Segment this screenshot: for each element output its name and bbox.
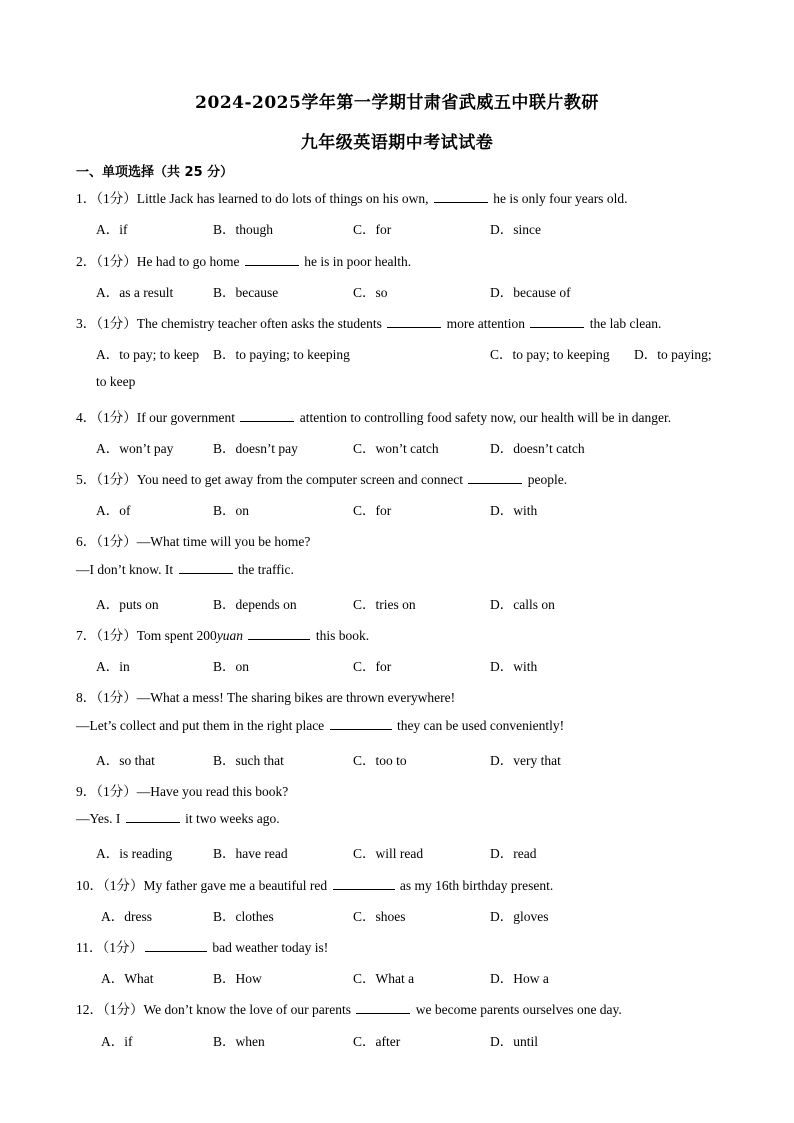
question-text: he is in poor health. bbox=[304, 254, 412, 269]
question-text: My father gave me a beautiful red bbox=[143, 878, 328, 893]
question-9-reply bbox=[76, 811, 280, 827]
option-c: C．for bbox=[353, 659, 392, 674]
answer-blank bbox=[333, 888, 395, 890]
question-text: If our government bbox=[136, 410, 235, 425]
question-text: The chemistry teacher often asks the students bbox=[136, 316, 382, 331]
exam-title-line1: 2024-2025学年第一学期甘肃省武威五中联片教研 bbox=[195, 93, 599, 113]
question-text: —Yes. I bbox=[76, 811, 121, 826]
answer-blank bbox=[145, 950, 207, 952]
question-4 bbox=[76, 406, 671, 426]
answer-blank bbox=[387, 326, 441, 328]
question-8 bbox=[76, 686, 455, 706]
question-6 bbox=[76, 530, 310, 550]
italic-word: yuan bbox=[216, 628, 244, 643]
option-d: D．doesn’t catch bbox=[490, 441, 585, 456]
option-c: C．so bbox=[353, 285, 388, 300]
question-number: 2．（1分） bbox=[76, 254, 137, 269]
question-text: Little Jack has learned to do lots of things on his own, bbox=[136, 191, 429, 206]
question-text: they can be used conveniently! bbox=[396, 718, 565, 733]
answer-blank bbox=[240, 420, 294, 422]
option-d: D．read bbox=[490, 846, 537, 861]
option-a: A．puts on bbox=[96, 597, 159, 612]
question-9 bbox=[76, 780, 288, 800]
option-b: B．though bbox=[213, 222, 274, 237]
question-2 bbox=[76, 250, 411, 270]
option-a: A．if bbox=[101, 1034, 133, 1049]
question-text: this book. bbox=[315, 628, 370, 643]
option-b: B．such that bbox=[213, 753, 284, 768]
option-b: B．doesn’t pay bbox=[213, 441, 298, 456]
option-c: C．What a bbox=[353, 971, 415, 986]
option-c: C．for bbox=[353, 222, 392, 237]
question-number: 10．（1分） bbox=[76, 878, 144, 893]
question-1 bbox=[76, 187, 627, 207]
option-b: B．to paying; to keeping bbox=[213, 347, 350, 362]
question-text: more attention bbox=[446, 316, 526, 331]
answer-blank bbox=[530, 326, 584, 328]
question-number: 1．（1分） bbox=[76, 191, 137, 206]
question-5 bbox=[76, 468, 567, 488]
question-11 bbox=[76, 936, 328, 956]
question-text: —Have you read this book? bbox=[136, 784, 289, 799]
answer-blank bbox=[434, 201, 488, 203]
question-text: bad weather today is! bbox=[212, 940, 329, 955]
option-a: A．to pay; to keep bbox=[96, 347, 200, 362]
option-c: C．will read bbox=[353, 846, 424, 861]
question-text: —Let’s collect and put them in the right place bbox=[76, 718, 325, 733]
option-a: A．as a result bbox=[96, 285, 174, 300]
option-c: C．for bbox=[353, 503, 392, 518]
option-c: C．too to bbox=[353, 753, 407, 768]
question-text: —What time will you be home? bbox=[136, 534, 311, 549]
exam-title-line2: 九年级英语期中考试试卷 bbox=[300, 133, 494, 153]
question-text: Tom spent 200 bbox=[136, 628, 217, 643]
question-number: 11．（1分） bbox=[76, 940, 143, 955]
option-d: D．until bbox=[490, 1034, 539, 1049]
question-number: 5．（1分） bbox=[76, 472, 137, 487]
question-text: he is only four years old. bbox=[493, 191, 628, 206]
option-d: D．since bbox=[490, 222, 541, 237]
option-a: A．won’t pay bbox=[96, 441, 174, 456]
option-a: A．What bbox=[101, 971, 154, 986]
answer-blank bbox=[356, 1012, 410, 1014]
question-number: 7．（1分） bbox=[76, 628, 137, 643]
question-number: 8．（1分） bbox=[76, 690, 137, 705]
question-10 bbox=[76, 874, 553, 894]
question-6-reply bbox=[76, 562, 294, 578]
option-a: A．is reading bbox=[96, 846, 173, 861]
option-c: C．after bbox=[353, 1034, 401, 1049]
option-d: D．to paying; bbox=[634, 347, 712, 362]
option-d: D．with bbox=[490, 503, 538, 518]
option-b: B．on bbox=[213, 659, 250, 674]
question-text: attention to controlling food safety now, our health will be in danger. bbox=[299, 410, 672, 425]
option-c: C．tries on bbox=[353, 597, 416, 612]
answer-blank bbox=[179, 572, 233, 574]
option-b: B．How bbox=[213, 971, 262, 986]
option-b: B．depends on bbox=[213, 597, 297, 612]
question-text: the lab clean. bbox=[589, 316, 662, 331]
question-text: we become parents ourselves one day. bbox=[415, 1002, 622, 1017]
question-number: 4．（1分） bbox=[76, 410, 137, 425]
answer-blank bbox=[248, 638, 310, 640]
option-b: B．on bbox=[213, 503, 250, 518]
question-number: 9．（1分） bbox=[76, 784, 137, 799]
question-number: 3．（1分） bbox=[76, 316, 137, 331]
question-text: He had to go home bbox=[136, 254, 240, 269]
option-a: A．if bbox=[96, 222, 128, 237]
option-a: A．so that bbox=[96, 753, 155, 768]
option-b: B．when bbox=[213, 1034, 265, 1049]
option-c: C．shoes bbox=[353, 909, 406, 924]
option-d: D．with bbox=[490, 659, 538, 674]
option-d: D．calls on bbox=[490, 597, 555, 612]
option-b: B．because bbox=[213, 285, 279, 300]
option-a: A．in bbox=[96, 659, 130, 674]
question-7 bbox=[76, 624, 369, 644]
option-d: D．How a bbox=[490, 971, 549, 986]
question-8-reply bbox=[76, 718, 564, 734]
option-d-continued: to keep bbox=[96, 374, 136, 389]
question-3 bbox=[76, 312, 661, 332]
question-text: You need to get away from the computer screen and connect bbox=[136, 472, 464, 487]
question-text: the traffic. bbox=[237, 562, 294, 577]
question-text: it two weeks ago. bbox=[185, 811, 280, 826]
option-b: B．clothes bbox=[213, 909, 274, 924]
answer-blank bbox=[468, 482, 522, 484]
question-text: people. bbox=[527, 472, 568, 487]
option-c: C．won’t catch bbox=[353, 441, 439, 456]
option-d: D．because of bbox=[490, 285, 571, 300]
question-12 bbox=[76, 998, 622, 1018]
option-d: D．gloves bbox=[490, 909, 549, 924]
question-text: as my 16th birthday present. bbox=[399, 878, 554, 893]
option-a: A．dress bbox=[101, 909, 152, 924]
question-text: —What a mess! The sharing bikes are thrown everywhere! bbox=[136, 690, 456, 705]
section-heading: 一、单项选择（共 25 分） bbox=[76, 165, 234, 180]
option-b: B．have read bbox=[213, 846, 288, 861]
answer-blank bbox=[245, 264, 299, 266]
option-d: D．very that bbox=[490, 753, 561, 768]
question-number: 12．（1分） bbox=[76, 1002, 144, 1017]
option-c: C．to pay; to keeping bbox=[490, 347, 610, 362]
option-a: A．of bbox=[96, 503, 131, 518]
question-text: We don’t know the love of our parents bbox=[143, 1002, 351, 1017]
question-text: —I don’t know. It bbox=[76, 562, 174, 577]
question-number: 6．（1分） bbox=[76, 534, 137, 549]
answer-blank bbox=[330, 728, 392, 730]
answer-blank bbox=[126, 821, 180, 823]
